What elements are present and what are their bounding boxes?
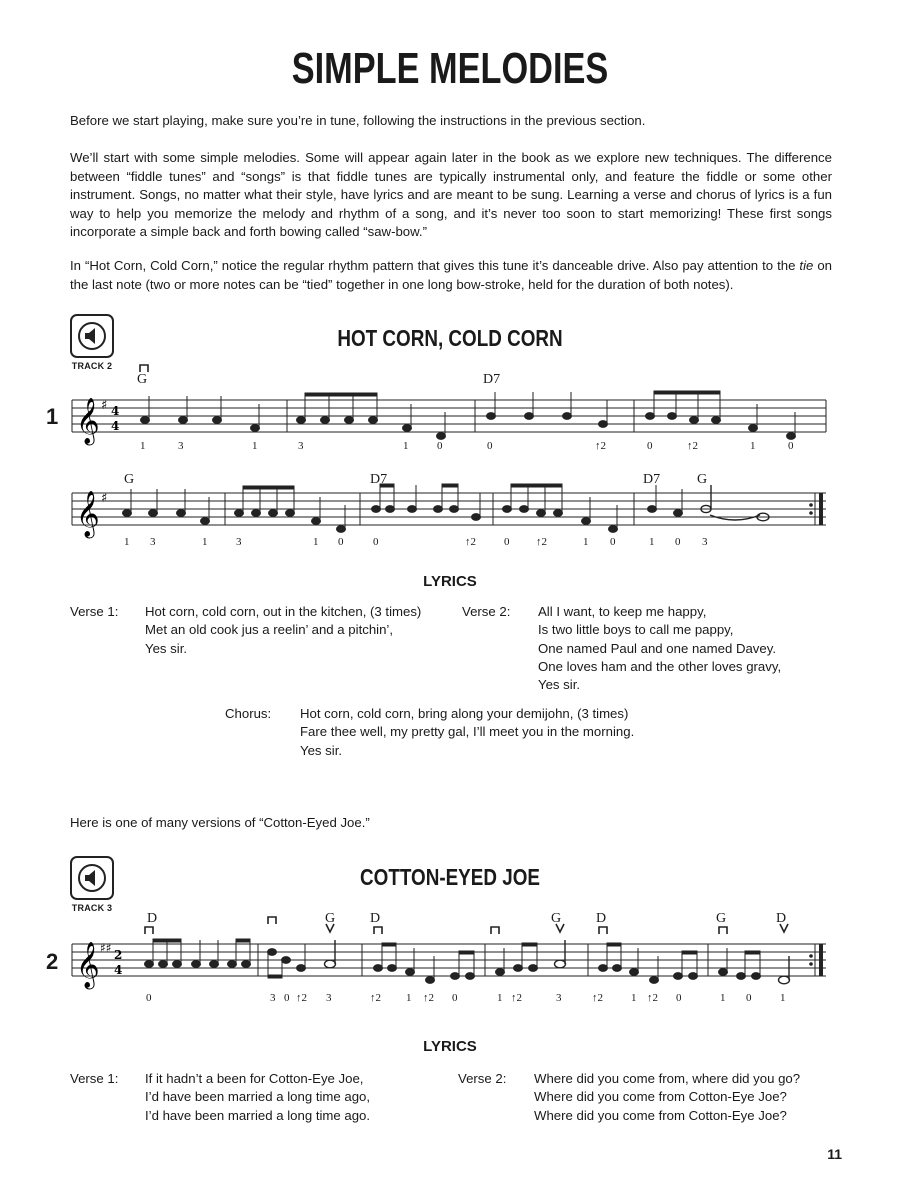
svg-text:4: 4 (114, 963, 123, 977)
fingering: 3 (236, 536, 242, 548)
fingering: 0 (788, 440, 794, 452)
lyric-line: Where did you come from Cotton-Eye Joe? (534, 1089, 787, 1105)
fingering: 0 (284, 992, 290, 1004)
verse-label: Verse 1: (70, 1071, 119, 1086)
fingering: 3 (270, 992, 276, 1004)
fingering: 1 (720, 992, 726, 1004)
fingering: 1 (124, 536, 130, 548)
lyric-line: Fare thee well, my pretty gal, I’ll meet you in the morning. (300, 724, 635, 740)
chord-g: G (137, 372, 148, 387)
svg-text:𝄞: 𝄞 (76, 491, 100, 537)
verse-2-lyrics (534, 1070, 800, 1125)
chord-g: G (325, 911, 336, 926)
fingering: 3 (702, 536, 708, 548)
fingering: 3 (326, 992, 332, 1004)
chord-g: G (697, 472, 708, 487)
svg-text:4: 4 (111, 419, 120, 433)
fingering: 1 (583, 536, 589, 548)
svg-text:♯♯: ♯♯ (100, 941, 112, 955)
chord-d: D (370, 911, 381, 926)
fingering: ↑2 (647, 992, 658, 1004)
fingering: ↑2 (595, 440, 606, 452)
fingering: 3 (556, 992, 562, 1004)
fingering: 3 (178, 440, 184, 452)
chord-d: D (147, 911, 158, 926)
lyric-line: I’d have been married a long time ago. (145, 1107, 371, 1123)
verse-label: Verse 2: (458, 1071, 507, 1086)
chord-d7: D7 (643, 472, 661, 487)
fingering: 0 (338, 536, 344, 548)
fingering: 0 (504, 536, 510, 548)
hotcorn-intro-paragraph: In “Hot Corn, Cold Corn,” notice the regular rhythm pattern that gives this tune it’s danceable drive. Also pay attention to the tie on the last note (two or more notes can be “tied” together in one long bow-stroke, held for the duration of both notes). (70, 258, 832, 292)
chord-d7: D7 (483, 372, 501, 387)
verse-label: Verse 2: (462, 604, 511, 619)
verse-1-lyrics (145, 603, 421, 658)
lyric-line: Where did you come from, where did you go? (534, 1071, 801, 1086)
fingering: ↑2 (511, 992, 522, 1004)
fingering: ↑2 (465, 536, 476, 548)
chord-d7: D7 (370, 472, 388, 487)
lyric-line: I’d have been married a long time ago, (145, 1089, 371, 1105)
track-label: TRACK 2 (71, 361, 113, 371)
svg-text:2: 2 (114, 948, 123, 962)
chorus-lyrics (300, 705, 634, 760)
fingering: ↑2 (687, 440, 698, 452)
chord-d: D (596, 911, 607, 926)
lyric-line: One named Paul and one named Davey. (538, 640, 777, 656)
lyric-line: Is two little boys to call me pappy, (538, 622, 734, 638)
fingering: 3 (150, 536, 156, 548)
tune-number: 1 (46, 404, 59, 429)
lyric-line: Where did you come from Cotton-Eye Joe? (534, 1107, 787, 1123)
svg-text:4: 4 (111, 404, 120, 418)
fingering: 0 (437, 440, 443, 452)
fingering: 3 (298, 440, 304, 452)
fingering: 0 (647, 440, 653, 452)
fingering: 1 (140, 440, 146, 452)
fingering: 0 (373, 536, 379, 548)
fingering: ↑2 (423, 992, 434, 1004)
fingering: ↑2 (536, 536, 547, 548)
verse-label: Verse 1: (70, 604, 119, 619)
fingering: 1 (497, 992, 503, 1004)
chord-g: G (716, 911, 727, 926)
fingering: 1 (403, 440, 409, 452)
fingering: ↑2 (370, 992, 381, 1004)
song-title-hot-corn: HOT CORN, COLD CORN (337, 325, 563, 351)
lyric-line: If it hadn’t a been for Cotton-Eye Joe, (145, 1071, 364, 1086)
chord-d: D (776, 911, 787, 926)
verse-2-lyrics (538, 603, 781, 694)
fingering-row-1 (0, 440, 900, 456)
fingering: ↑2 (592, 992, 603, 1004)
fingering: 0 (146, 992, 152, 1004)
song-title-cotton-eyed-joe: COTTON-EYED JOE (360, 864, 540, 890)
fingering: 0 (487, 440, 493, 452)
fingering-row-3 (0, 992, 900, 1008)
cotton-intro-paragraph: Here is one of many versions of “Cotton-Eyed Joe.” (70, 815, 370, 830)
verse-1-lyrics (145, 1070, 370, 1125)
intro-paragraph-1: Before we start playing, make sure you’re in tune, following the instructions in the previous section. (70, 113, 646, 128)
fingering: 0 (675, 536, 681, 548)
tune-number: 2 (46, 949, 59, 974)
fingering: 1 (406, 992, 412, 1004)
track-label: TRACK 3 (71, 903, 113, 913)
fingering: 1 (780, 992, 786, 1004)
chord-g: G (124, 472, 135, 487)
lyric-line: Yes sir. (538, 677, 581, 693)
lyric-line: Hot corn, cold corn, out in the kitchen, (3 times) (145, 604, 422, 619)
chorus-label: Chorus: (225, 706, 272, 721)
svg-text:♯: ♯ (101, 491, 108, 506)
svg-text:♯: ♯ (101, 398, 108, 413)
lyric-line: All I want, to keep me happy, (538, 604, 707, 619)
fingering: 0 (452, 992, 458, 1004)
fingering: 1 (252, 440, 258, 452)
fingering: 1 (631, 992, 637, 1004)
svg-text:𝄞: 𝄞 (76, 398, 100, 444)
fingering: ↑2 (296, 992, 307, 1004)
fingering: 1 (202, 536, 208, 548)
fingering: 0 (610, 536, 616, 548)
fingering-row-2 (0, 536, 900, 552)
fingering: 0 (746, 992, 752, 1004)
fingering: 0 (676, 992, 682, 1004)
lyric-line: One loves ham and the other loves gravy, (538, 658, 782, 674)
svg-text:𝄞: 𝄞 (76, 942, 100, 988)
lyric-line: Yes sir. (145, 640, 188, 656)
fingering: 1 (649, 536, 655, 548)
page-title: SIMPLE MELODIES (291, 44, 609, 93)
lyrics-heading: LYRICS (423, 1038, 477, 1055)
lyrics-heading: LYRICS (423, 573, 477, 590)
page-number: 11 (827, 1146, 842, 1162)
lyric-line: Met an old cook jus a reelin’ and a pitchin’, (145, 622, 394, 638)
chord-g: G (551, 911, 562, 926)
fingering: 1 (750, 440, 756, 452)
lyric-line: Yes sir. (300, 742, 343, 758)
intro-paragraph-2: We’ll start with some simple melodies. Some will appear again later in the book as we explore new techniques. The difference between “fiddle tunes” and “songs” is that fiddle tunes are typically instrumental only, and feature the fiddle or some other instrument. Songs, no matter what their style, have lyrics and are meant to be sung. Learning a verse and chorus of lyrics is a fun way to help you memorize the melody and rhythm of a song, and it’s never too soon to start memorizing! These first songs incorporate a simple back and forth bowing called “saw-bow.” (70, 150, 832, 239)
lyric-line: Hot corn, cold corn, bring along your demijohn, (3 times) (300, 706, 629, 721)
fingering: 1 (313, 536, 319, 548)
